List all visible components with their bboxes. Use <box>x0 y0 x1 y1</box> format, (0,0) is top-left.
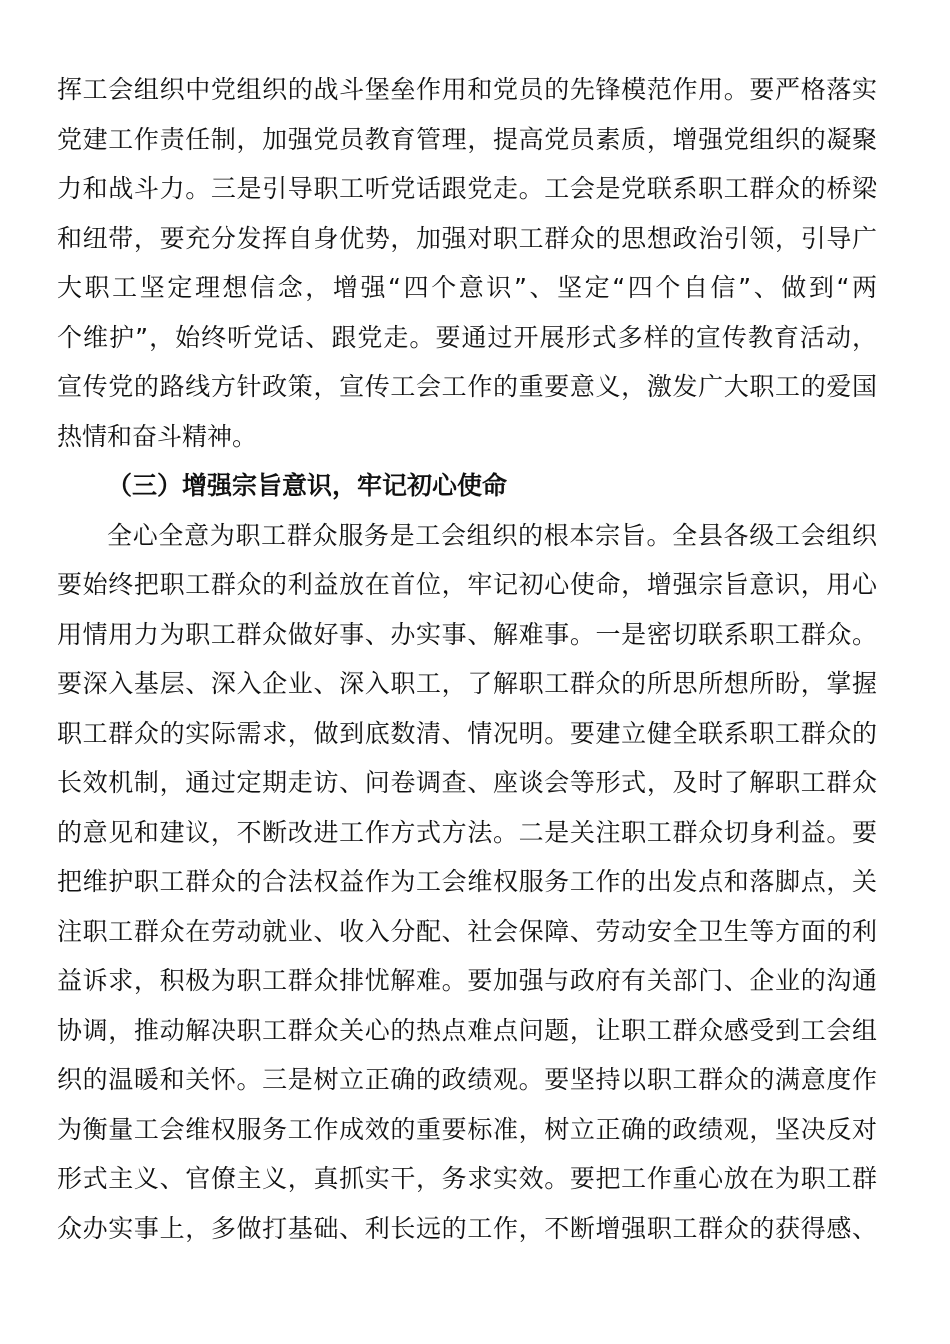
paragraph-2-line-2: 要始终把职工群众的利益放在首位，牢记初心使命，增强宗旨意识，用心 <box>57 570 877 599</box>
paragraph-2-line-14: 形式主义、官僚主义，真抓实干，务求实效。要把工作重心放在为职工群 <box>57 1164 877 1193</box>
paragraph-2-line-10: 益诉求，积极为职工群众排忧解难。要加强与政府有关部门、企业的沟通 <box>57 966 877 995</box>
paragraph-1-line-3: 力和战斗力。三是引导职工听党话跟党走。工会是党联系职工群众的桥梁 <box>57 174 877 203</box>
paragraph-2-line-13: 为衡量工会维权服务工作成效的重要标准，树立正确的政绩观，坚决反对 <box>57 1115 877 1144</box>
paragraph-1-line-6: 个维护”，始终听党话、跟党走。要通过开展形式多样的宣传教育活动， <box>57 323 877 352</box>
paragraph-1-line-2: 党建工作责任制，加强党员教育管理，提高党员素质，增强党组织的凝聚 <box>57 125 877 154</box>
paragraph-2-line-15: 众办实事上，多做打基础、利长远的工作，不断增强职工群众的获得感、 <box>57 1214 877 1243</box>
section-heading: （三）增强宗旨意识，牢记初心使命 <box>107 471 508 500</box>
paragraph-2-line-5: 职工群众的实际需求，做到底数清、情况明。要建立健全联系职工群众的 <box>57 719 877 748</box>
paragraph-1-line-8: 热情和奋斗精神。 <box>57 422 258 451</box>
paragraph-2-line-1: 全心全意为职工群众服务是工会组织的根本宗旨。全县各级工会组织 <box>107 521 877 550</box>
paragraph-2-line-8: 把维护职工群众的合法权益作为工会维权服务工作的出发点和落脚点，关 <box>57 867 877 896</box>
paragraph-1-line-5: 大职工坚定理想信念，增强“四个意识”、坚定“四个自信”、做到“两 <box>57 273 877 302</box>
paragraph-1-line-4: 和纽带，要充分发挥自身优势，加强对职工群众的思想政治引领，引导广 <box>57 224 877 253</box>
paragraph-2-line-6: 长效机制，通过定期走访、问卷调查、座谈会等形式，及时了解职工群众 <box>57 768 877 797</box>
paragraph-1-line-1: 挥工会组织中党组织的战斗堡垒作用和党员的先锋模范作用。要严格落实 <box>57 75 877 104</box>
paragraph-2-line-9: 注职工群众在劳动就业、收入分配、社会保障、劳动安全卫生等方面的利 <box>57 917 877 946</box>
paragraph-2-line-11: 协调，推动解决职工群众关心的热点难点问题，让职工群众感受到工会组 <box>57 1016 877 1045</box>
paragraph-2-line-12: 织的温暖和关怀。三是树立正确的政绩观。要坚持以职工群众的满意度作 <box>57 1065 877 1094</box>
paragraph-2-line-7: 的意见和建议，不断改进工作方式方法。二是关注职工群众切身利益。要 <box>57 818 877 847</box>
paragraph-2-line-3: 用情用力为职工群众做好事、办实事、解难事。一是密切联系职工群众。 <box>57 620 877 649</box>
paragraph-2-line-4: 要深入基层、深入企业、深入职工，了解职工群众的所思所想所盼，掌握 <box>57 669 877 698</box>
paragraph-1-line-7: 宣传党的路线方针政策，宣传工会工作的重要意义，激发广大职工的爱国 <box>57 372 877 401</box>
